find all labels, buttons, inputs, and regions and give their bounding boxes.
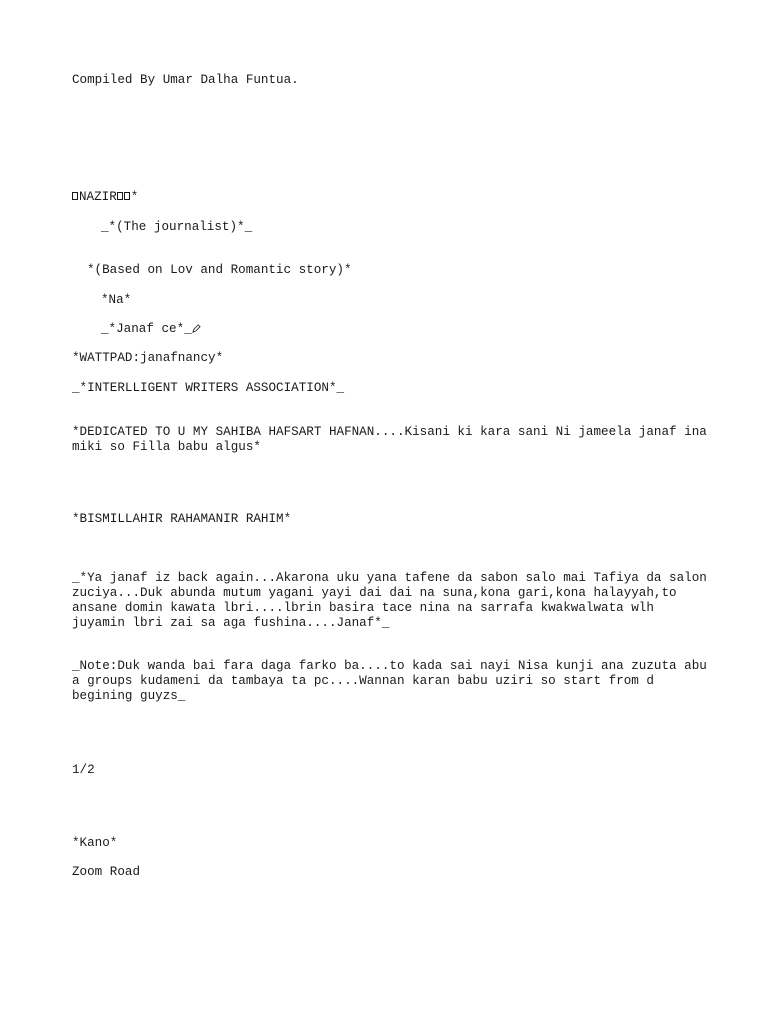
place-heading: *Kano* <box>72 836 118 850</box>
story-title <box>72 190 138 205</box>
part-number: 1/2 <box>72 763 95 777</box>
story-genre: *(Based on Lov and Romantic story)* <box>87 263 352 277</box>
compiled-by: Compiled By Umar Dalha Funtua. <box>72 73 299 87</box>
bismillah-heading: *BISMILLAHIR RAHAMANIR RAHIM* <box>72 512 292 526</box>
box-glyph-icon <box>72 192 78 200</box>
story-subtitle: _*(The journalist)*_ <box>101 220 253 234</box>
story-title-text: NAZIR <box>79 190 117 204</box>
note-paragraph: _Note:Duk wanda bai fara daga farko ba....to kada sai nayi Nisa kunji ana zuzuta abu a groups kudameni da tambaya ta pc....Wannan karan babu uziri so start from d begining guyzs_ <box>72 659 715 703</box>
box-glyph-icon <box>117 192 123 200</box>
wattpad-handle: *WATTPAD:janafnancy* <box>72 351 224 365</box>
author-name: _*Janaf ce*_ <box>101 322 192 336</box>
box-glyph-icon <box>124 192 130 200</box>
intro-paragraph: _*Ya janaf iz back again...Akarona uku yana tafene da sabon salo mai Tafiya da salon zuciya...Duk abunda mutum yagani yayi dai dai na suna,kona gari,kona halayyah,to ansane domin kawata lbri....lbrin basira tace nina na sarrafa kwakwalwata wlh juyamin lbri zai sa aga fushina....Janaf*_ <box>72 571 715 630</box>
road-line: Zoom Road <box>72 865 141 879</box>
pencil-icon <box>192 324 201 333</box>
dedication-paragraph: *DEDICATED TO U MY SAHIBA HAFSART HAFNAN....Kisani ki kara sani Ni jameela janaf ina miki so Filla babu algus* <box>72 425 715 454</box>
writers-association: _*INTERLLIGENT WRITERS ASSOCIATION*_ <box>72 381 345 395</box>
by-label: *Na* <box>101 293 132 307</box>
story-title-trailing: * <box>130 190 139 204</box>
author-line <box>101 322 201 337</box>
